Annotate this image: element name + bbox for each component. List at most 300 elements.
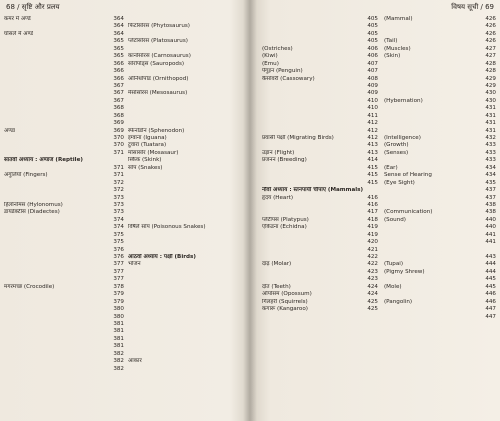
index-entry — [4, 247, 124, 254]
index-entry — [262, 254, 378, 261]
index-entry — [4, 351, 124, 358]
index-page-number — [238, 351, 240, 358]
running-head: 68 / सृष्टि और प्रलय — [6, 3, 60, 11]
index-page-number: 432 — [485, 135, 496, 141]
index-entry — [384, 31, 496, 38]
index-page-number — [238, 83, 240, 90]
index-page-number: 412 — [367, 127, 378, 134]
index-page-number: 434 — [485, 164, 496, 171]
index-term: गिलहरी (Squirrels) — [262, 298, 308, 305]
index-page-number: 407 — [367, 60, 378, 67]
index-page-number — [238, 61, 240, 68]
index-entry — [262, 135, 378, 142]
index-page-number: 405 — [367, 30, 378, 37]
index-page-number: 422 — [367, 254, 378, 260]
index-entry — [128, 261, 240, 268]
index-term: ओर्निथोपॉड (Ornithopod) — [128, 75, 189, 82]
index-page-number: 382 — [113, 358, 124, 365]
index-page-number — [238, 180, 240, 187]
index-page-number — [238, 105, 240, 112]
index-entry — [4, 254, 124, 261]
index-page-number: 405 — [367, 38, 378, 45]
index-page-number: 367 — [113, 90, 124, 97]
index-term: हिलोनोमस (Hylonomus) — [4, 201, 63, 208]
index-entry — [384, 105, 496, 112]
index-entry — [262, 113, 378, 120]
index-page-number: 375 — [113, 231, 124, 238]
index-page-number — [238, 113, 240, 120]
index-page-number: 376 — [113, 254, 124, 260]
index-entry — [4, 328, 124, 335]
index-page-number: 445 — [485, 276, 496, 283]
index-term: मेसोसोरस (Mesosaurus) — [128, 90, 188, 97]
index-page-number: 430 — [485, 97, 496, 104]
index-term: साँप (Snakes) — [128, 164, 163, 171]
index-entry — [384, 120, 496, 127]
index-column — [128, 16, 240, 366]
index-entry — [128, 53, 240, 60]
index-page-number — [238, 16, 240, 23]
index-entry — [4, 38, 124, 45]
index-page-number: 423 — [367, 268, 378, 275]
index-page-number — [238, 328, 240, 335]
index-entry — [128, 284, 240, 291]
index-entry — [384, 239, 496, 246]
index-entry — [4, 98, 124, 105]
index-entry — [4, 180, 124, 187]
index-entry — [4, 61, 124, 68]
index-page-number: 377 — [113, 268, 124, 275]
index-page-number: 433 — [485, 149, 496, 156]
index-page-number: 433 — [485, 142, 496, 149]
index-page-number — [238, 142, 240, 149]
index-page-number: 381 — [113, 328, 124, 335]
index-entry — [384, 142, 496, 149]
index-page-number: 414 — [367, 157, 378, 164]
index-entry — [384, 254, 496, 261]
index-column — [262, 16, 378, 314]
index-page-number: 381 — [113, 343, 124, 350]
index-entry — [384, 38, 496, 45]
index-term: (Ostriches) — [262, 45, 293, 52]
index-page-number: 380 — [113, 313, 124, 320]
index-page-number: 425 — [367, 306, 378, 313]
index-page-number: 372 — [113, 179, 124, 186]
index-entry — [128, 16, 240, 23]
index-entry — [384, 195, 496, 202]
index-page-number: 440 — [485, 224, 496, 231]
index-page-number: 437 — [485, 187, 496, 194]
index-term: कार्नोसोरस (Carnosaurus) — [128, 53, 191, 60]
index-page-number: 410 — [367, 105, 378, 112]
index-page-number — [238, 269, 240, 276]
index-entry — [128, 224, 240, 231]
index-entry — [262, 291, 378, 298]
index-page-number — [238, 209, 240, 216]
index-page-number — [238, 239, 240, 246]
index-entry — [262, 299, 378, 306]
index-page-number: 422 — [367, 261, 378, 268]
index-term: (Pigmy Shrew) — [384, 268, 425, 275]
index-page-number: 415 — [367, 164, 378, 171]
index-term: (Growth) — [384, 142, 409, 149]
index-entry — [384, 23, 496, 30]
index-entry — [262, 128, 378, 135]
index-page-number — [238, 135, 240, 142]
index-term: स्फेनोडोन (Sphenodon) — [128, 127, 185, 134]
index-page-number: 431 — [485, 105, 496, 112]
index-page-number — [238, 76, 240, 83]
index-entry — [128, 68, 240, 75]
index-page-number: 365 — [113, 45, 124, 52]
index-page-number: 378 — [113, 283, 124, 290]
index-entry — [128, 187, 240, 194]
index-page-number: 426 — [485, 30, 496, 37]
index-entry — [262, 98, 378, 105]
index-entry — [384, 68, 496, 75]
index-page-number: 370 — [113, 142, 124, 149]
index-page-number: 426 — [485, 38, 496, 45]
index-page-number: 365 — [113, 53, 124, 60]
index-entry — [384, 135, 496, 142]
index-page-number: 430 — [485, 90, 496, 97]
index-term: सातवाँ अध्याय : अण्डज (Reptile) — [4, 157, 83, 164]
index-term: नौवाँ अध्याय : स्तनपायी चौपाए (Mammals) — [262, 187, 364, 194]
index-term: (Senses) — [384, 149, 409, 156]
index-page-number: 407 — [367, 68, 378, 75]
index-entry — [4, 284, 124, 291]
index-term: कमर में अण्डे — [4, 16, 31, 22]
index-entry — [262, 76, 378, 83]
index-page-number: 377 — [113, 276, 124, 283]
index-page-number: 428 — [485, 60, 496, 67]
index-entry — [262, 83, 378, 90]
index-entry — [128, 209, 240, 216]
index-term: (Muscles) — [384, 45, 411, 52]
index-page-number: 381 — [113, 320, 124, 327]
index-page-number: 367 — [113, 82, 124, 89]
index-entry — [4, 46, 124, 53]
index-term: भोजन — [128, 261, 141, 268]
index-entry — [4, 202, 124, 209]
index-page-number: 434 — [485, 172, 496, 179]
index-term: (Skin) — [384, 53, 401, 60]
index-page-number: 367 — [113, 97, 124, 104]
index-term: अंगुलियाँ (Fingers) — [4, 172, 48, 179]
index-term: प्लेटोसोरस (Platosaurus) — [128, 38, 188, 45]
index-term: दाढ़ (Molar) — [262, 261, 292, 268]
index-page-number: 419 — [367, 224, 378, 231]
index-term: हृदय (Heart) — [262, 194, 294, 201]
index-page-number: 429 — [485, 82, 496, 89]
index-entry — [128, 336, 240, 343]
index-page-number: 410 — [367, 97, 378, 104]
index-term: मगरमच्छ (Crocodile) — [4, 283, 55, 290]
index-page-number — [238, 224, 240, 231]
index-page-number: 415 — [367, 172, 378, 179]
index-entry — [128, 291, 240, 298]
index-term: विषैले साँप (Poisonous Snakes) — [128, 224, 206, 231]
index-page-number: 379 — [113, 291, 124, 298]
index-page-number: 413 — [367, 149, 378, 156]
index-term: (Kiwi) — [262, 53, 278, 60]
index-entry — [384, 232, 496, 239]
index-page-number: 375 — [113, 239, 124, 246]
index-entry — [128, 105, 240, 112]
index-page-number: 373 — [113, 194, 124, 201]
index-term: डायडेक्टीस (Diadectes) — [4, 209, 60, 216]
index-entry — [262, 261, 378, 268]
index-entry — [128, 202, 240, 209]
index-entry — [128, 195, 240, 202]
index-page-number — [238, 195, 240, 202]
index-entry — [4, 209, 124, 216]
index-page-number: 405 — [367, 16, 378, 22]
index-page-number — [238, 306, 240, 313]
index-page-number: 426 — [485, 23, 496, 30]
index-page-number: 445 — [485, 283, 496, 290]
index-entry — [262, 269, 378, 276]
index-page-number — [238, 187, 240, 194]
index-section-heading — [4, 157, 124, 164]
index-entry — [262, 105, 378, 112]
index-entry — [262, 61, 378, 68]
index-page-number: 373 — [113, 209, 124, 216]
index-entry — [262, 232, 378, 239]
index-entry — [384, 202, 496, 209]
index-entry — [128, 157, 240, 164]
index-page-number: 441 — [485, 239, 496, 246]
index-term: आकार — [128, 358, 142, 365]
index-page-number — [238, 90, 240, 97]
index-entry — [384, 76, 496, 83]
index-page-number: 437 — [485, 194, 496, 201]
index-entry — [4, 135, 124, 142]
index-term: (Communication) — [384, 209, 433, 216]
index-entry — [384, 276, 496, 283]
index-page-number: 421 — [367, 246, 378, 253]
index-entry — [128, 31, 240, 38]
index-page-number: 406 — [367, 53, 378, 60]
index-page-number: 425 — [367, 298, 378, 305]
index-entry — [262, 142, 378, 149]
index-page-number — [238, 172, 240, 179]
index-term: (Ear) — [384, 164, 398, 171]
index-entry — [262, 209, 378, 216]
index-page-number: 423 — [367, 276, 378, 283]
index-page-number: 444 — [485, 261, 496, 268]
index-page-number: 446 — [485, 298, 496, 305]
index-entry — [4, 195, 124, 202]
index-page-number: 447 — [485, 313, 496, 320]
index-page-number: 409 — [367, 82, 378, 89]
index-entry — [4, 53, 124, 60]
index-entry — [384, 128, 496, 135]
index-page-number: 431 — [485, 120, 496, 127]
index-entry — [4, 232, 124, 239]
index-entry — [262, 195, 378, 202]
index-entry — [128, 217, 240, 224]
index-entry — [262, 202, 378, 209]
index-entry — [384, 113, 496, 120]
index-entry — [4, 83, 124, 90]
index-entry — [128, 276, 240, 283]
index-page-number: 438 — [485, 209, 496, 216]
running-head: विषय सूची / 69 — [451, 3, 494, 11]
index-entry — [128, 113, 240, 120]
index-page-number: 412 — [367, 120, 378, 127]
index-entry — [128, 83, 240, 90]
index-entry — [262, 16, 378, 23]
index-entry — [128, 306, 240, 313]
index-entry — [128, 38, 240, 45]
index-term: फिटोसोरस (Phytosaurus) — [128, 23, 190, 30]
index-page-number — [238, 276, 240, 283]
index-page-number: 408 — [367, 75, 378, 82]
index-page-number: 431 — [485, 127, 496, 134]
index-page-number — [238, 53, 240, 60]
index-page-number — [238, 314, 240, 321]
index-entry — [384, 172, 496, 179]
index-page-number — [238, 165, 240, 172]
index-entry — [4, 120, 124, 127]
index-page-number — [238, 336, 240, 343]
index-page-number: 427 — [485, 45, 496, 52]
index-entry — [128, 328, 240, 335]
index-entry — [262, 239, 378, 246]
index-entry — [4, 68, 124, 75]
index-term: टुवारा (Tuatara) — [128, 142, 167, 149]
index-entry — [4, 336, 124, 343]
index-page-number — [238, 98, 240, 105]
index-page-number — [238, 31, 240, 38]
index-page-number: 379 — [113, 298, 124, 305]
index-page-number: 438 — [485, 201, 496, 208]
index-entry — [384, 269, 496, 276]
index-entry — [4, 128, 124, 135]
index-entry — [4, 291, 124, 298]
index-page-number: 413 — [367, 142, 378, 149]
index-entry — [4, 358, 124, 365]
index-entry — [4, 172, 124, 179]
index-page-number: 376 — [113, 246, 124, 253]
index-page-number: 374 — [113, 224, 124, 231]
index-page-number — [238, 128, 240, 135]
index-entry — [128, 314, 240, 321]
index-entry — [128, 46, 240, 53]
index-page-number: 412 — [367, 135, 378, 141]
index-term: (Mole) — [384, 283, 402, 290]
index-entry — [128, 299, 240, 306]
index-entry — [262, 172, 378, 179]
index-page-number: 364 — [113, 23, 124, 30]
index-page-number — [238, 284, 240, 291]
index-entry — [128, 358, 240, 365]
index-term: (Pangolin) — [384, 298, 413, 305]
index-page-number: 366 — [113, 60, 124, 67]
index-entry — [4, 239, 124, 246]
index-entry — [384, 187, 496, 194]
index-entry — [384, 314, 496, 321]
index-page-number: 366 — [113, 68, 124, 75]
index-entry — [4, 165, 124, 172]
index-term: (Mammal) — [384, 16, 413, 22]
index-entry — [128, 90, 240, 97]
index-entry — [128, 98, 240, 105]
index-entry — [262, 150, 378, 157]
index-term: (Hybernation) — [384, 97, 423, 104]
index-term: (Intelligence) — [384, 135, 421, 141]
index-entry — [128, 321, 240, 328]
index-entry — [384, 284, 496, 291]
index-page-number: 380 — [113, 306, 124, 313]
index-entry — [128, 150, 240, 157]
index-page-number: 364 — [113, 16, 124, 22]
index-entry — [4, 261, 124, 268]
index-page-number — [238, 23, 240, 30]
index-entry — [262, 157, 378, 164]
index-page-number: 427 — [485, 53, 496, 60]
index-page-number: 424 — [367, 283, 378, 290]
index-term: ओपोसम (Opossum) — [262, 291, 312, 298]
index-page-number: 424 — [367, 291, 378, 298]
index-page-number: 428 — [485, 68, 496, 75]
index-term: घोंसले में अण्डे — [4, 30, 34, 37]
index-entry — [262, 224, 378, 231]
index-entry — [128, 172, 240, 179]
index-entry — [262, 38, 378, 45]
index-entry — [384, 261, 496, 268]
index-entry — [4, 276, 124, 283]
index-entry — [262, 68, 378, 75]
index-term: प्रवासी पक्षी (Migrating Birds) — [262, 135, 334, 141]
index-page-number: 371 — [113, 172, 124, 179]
index-entry — [384, 299, 496, 306]
index-page-number: 416 — [367, 201, 378, 208]
index-entry — [128, 120, 240, 127]
index-term: प्रजनन (Breeding) — [262, 157, 307, 164]
index-entry — [4, 306, 124, 313]
index-entry — [384, 53, 496, 60]
index-page-number — [238, 321, 240, 328]
index-entry — [262, 31, 378, 38]
index-entry — [128, 128, 240, 135]
index-entry — [384, 209, 496, 216]
index-page-number: 374 — [113, 216, 124, 223]
index-entry — [128, 142, 240, 149]
index-page-number: 440 — [485, 216, 496, 223]
index-page-number — [238, 150, 240, 157]
index-entry — [384, 306, 496, 313]
index-section-heading — [262, 187, 378, 194]
index-term: इग्वाना (Iguana) — [128, 135, 167, 141]
index-entry — [4, 321, 124, 328]
index-entry — [128, 232, 240, 239]
index-entry — [128, 135, 240, 142]
index-entry — [262, 165, 378, 172]
index-entry — [262, 247, 378, 254]
index-page-number: 377 — [113, 261, 124, 268]
index-page-number: 365 — [113, 38, 124, 45]
index-page-number: 447 — [485, 306, 496, 313]
index-page-number: 382 — [113, 350, 124, 357]
index-entry — [384, 61, 496, 68]
index-entry — [4, 299, 124, 306]
index-term: (Tupai) — [384, 261, 404, 268]
index-column — [384, 16, 496, 321]
index-entry — [128, 165, 240, 172]
index-entry — [384, 217, 496, 224]
